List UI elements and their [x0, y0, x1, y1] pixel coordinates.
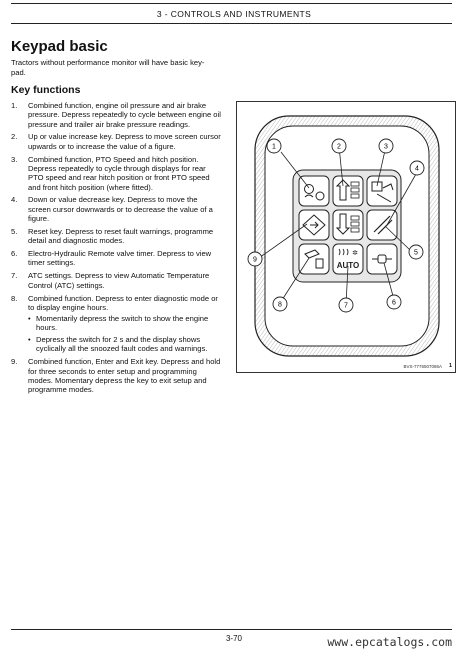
footer-rule	[11, 629, 452, 630]
callout-1	[267, 139, 281, 153]
sub-bullet	[28, 335, 221, 354]
section-header: 3 - CONTROLS AND INSTRUMENTS	[156, 9, 312, 19]
bullet-text: Momentarily depress the switch to show the engine hours.	[36, 314, 209, 333]
list-item	[11, 101, 221, 129]
callout-2	[332, 139, 346, 153]
callout-number: 5	[414, 249, 418, 257]
page-number: 3-70	[225, 634, 242, 643]
callout-number: 4	[415, 165, 419, 173]
callout-number: 2	[337, 143, 341, 151]
page-title: Keypad basic	[11, 38, 108, 55]
auto-label: AUTO	[336, 261, 360, 270]
list-item	[11, 271, 221, 290]
up-key[interactable]	[333, 176, 363, 206]
intro-text: Tractors without performance monitor will have basic key-pad.	[11, 58, 205, 77]
section-subtitle: Key functions	[11, 84, 81, 96]
item-text: Up or value increase key. Depress to move screen cursor upwards or to increase the value of a figure.	[28, 132, 221, 151]
item-number: 4.	[11, 195, 18, 205]
callout-3	[379, 139, 393, 153]
item-text: Combined function, Enter and Exit key. Depress and hold for three seconds to enter setup and programming modes. Momentary depress the key to exit setup and programme modes.	[28, 357, 221, 395]
item-text: Electro-Hydraulic Remote valve timer. Depress to view timer settings.	[28, 249, 212, 268]
callout-number: 7	[344, 302, 348, 310]
svg-text:✲: ✲	[352, 249, 358, 257]
bullet-text: Depress the switch for 2 s and the display shows cyclically all the snoozed fault codes and warnings.	[36, 334, 208, 353]
list-item	[11, 357, 221, 394]
header-rule-bottom	[11, 23, 452, 24]
list-item	[11, 195, 221, 223]
sub-bullet	[28, 314, 221, 333]
diagnostic-key[interactable]	[299, 244, 329, 274]
keypad-figure	[236, 101, 456, 373]
valve-timer-key[interactable]	[367, 244, 397, 274]
down-key[interactable]	[333, 210, 363, 240]
callout-5	[409, 245, 423, 259]
item-number: 1.	[11, 101, 18, 110]
callout-number: 8	[278, 301, 282, 309]
callout-7	[339, 298, 353, 312]
item-text: Reset key. Depress to reset fault warnings, programme detail and diagnostic modes.	[28, 226, 214, 246]
callout-number: 3	[384, 143, 388, 151]
list-item	[11, 132, 221, 151]
list-item	[11, 249, 221, 268]
key-function-list	[11, 101, 221, 398]
watermark: www.epcatalogs.com	[327, 635, 452, 649]
list-item	[11, 294, 221, 313]
figure-reference: BVS-7776507086A	[403, 364, 442, 369]
figure-number: 1	[448, 363, 452, 369]
header-rule-top	[11, 3, 452, 4]
keypad-illustration	[237, 102, 455, 372]
item-number: 5.	[11, 226, 18, 236]
callout-4	[410, 161, 424, 175]
callout-number: 6	[392, 299, 396, 307]
list-item	[11, 155, 221, 192]
reset-key[interactable]	[367, 210, 397, 240]
callout-number: 9	[253, 256, 257, 264]
item-number: 8.	[11, 293, 18, 303]
item-text: Combined function, PTO Speed and hitch position. Depress repeatedly to cycle through displays for rear PTO speed and rear hitch position or front PTO speed and front hitch position (where fitted).	[28, 154, 210, 192]
item-text: Down or value decrease key. Depress to move the screen cursor downwards or to decrease the value of a figure.	[28, 195, 213, 224]
item-number: 2.	[11, 132, 18, 142]
bullet-dot: •	[28, 334, 31, 344]
callout-9	[248, 252, 262, 266]
bullet-dot: •	[28, 314, 31, 324]
item-text: Combined function. Depress to enter diagnostic mode or to display engine hours.	[28, 293, 218, 312]
list-item	[11, 227, 221, 246]
item-number: 6.	[11, 249, 18, 259]
enter-exit-key[interactable]	[299, 210, 329, 240]
callout-8	[273, 297, 287, 311]
callout-number: 1	[272, 143, 276, 151]
item-number: 3.	[11, 154, 18, 164]
item-text: ATC settings. Depress to view Automatic Temperature Control (ATC) settings.	[28, 271, 210, 290]
item-number: 9.	[11, 357, 18, 367]
item-text: Combined function, engine oil pressure and air brake pressure. Depress repeatedly to cycle between engine oil pressure and trailer air brake pressure readings.	[28, 101, 221, 129]
callout-6	[387, 295, 401, 309]
pto-hitch-key[interactable]	[367, 176, 397, 206]
item-number: 7.	[11, 271, 18, 281]
